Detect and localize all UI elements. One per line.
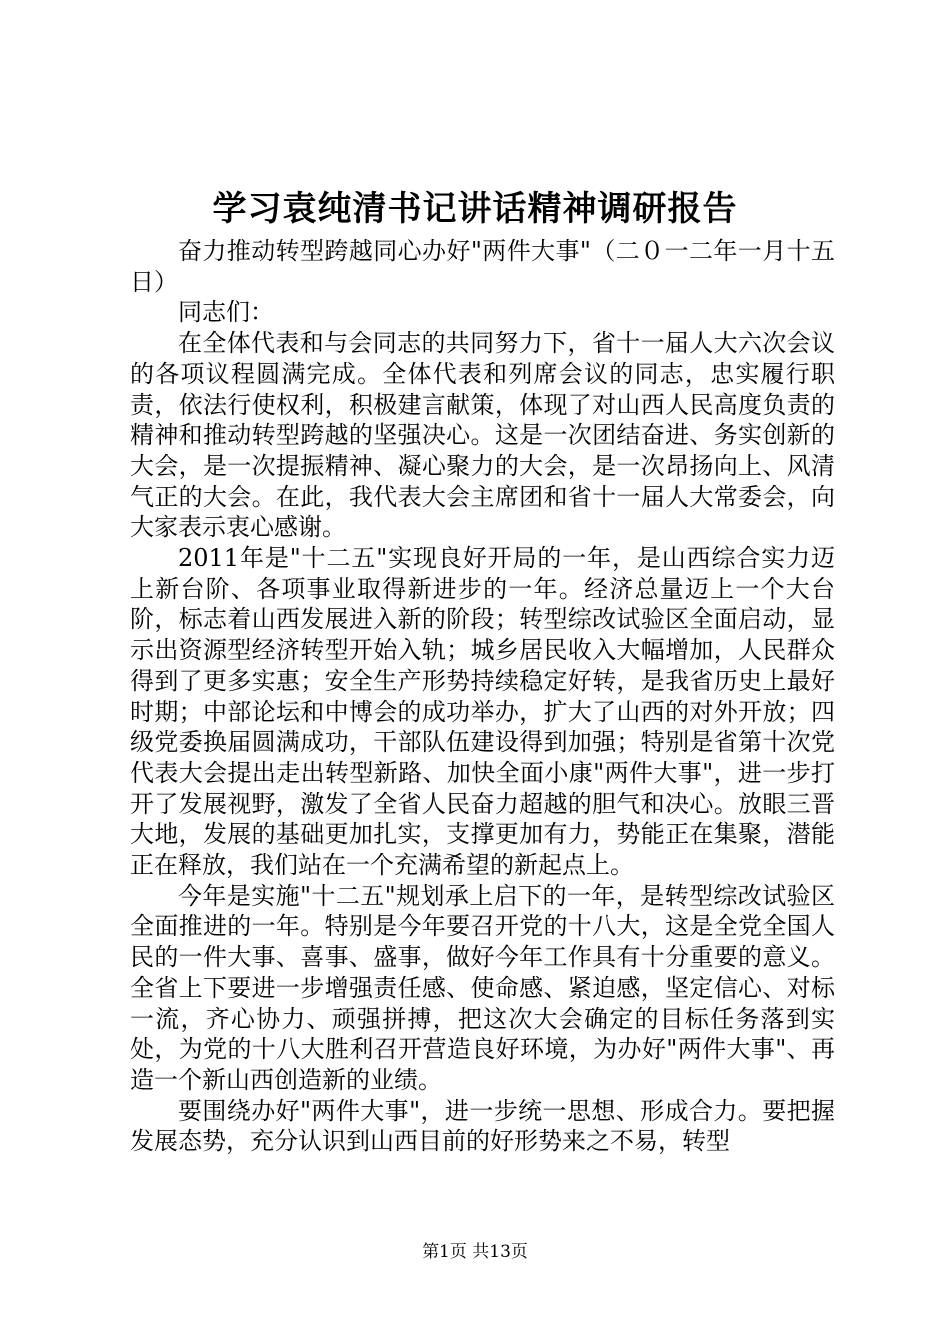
- page-number-footer: 第1页 共13页: [422, 1242, 528, 1262]
- document-body: [130, 236, 835, 1157]
- paragraph-subtitle: 奋力推动转型跨越同心办好"两件大事"（二０一二年一月十五日）: [130, 237, 835, 296]
- paragraph-salutation: 同志们：: [178, 298, 274, 327]
- paragraph: 今年是实施"十二五"规划承上启下的一年，是转型综改试验区全面推进的一年。特别是今年要召开党的十八大，这是全党全国人民的一件大事、喜事、盛事，做好今年工作具有十分重要的意义。全省上下要进一步增强责任感、使命感、紧迫感，坚定信心、对标一流，齐心协力、顽强拼搏，把这次大会确定的目标任务落到实处，为党的十八大胜利召开营造良好环境，为办好"两件大事"、再造一个新山西创造新的业绩。: [130, 881, 835, 1094]
- paragraph: 2011年是"十二五"实现良好开局的一年，是山西综合实力迈上新台阶、各项事业取得新进步的一年。经济总量迈上一个大台阶，标志着山西发展进入新的阶段；转型综改试验区全面启动，显示出资源型经济转型开始入轨；城乡居民收入大幅增加，人民群众得到了更多实惠；安全生产形势持续稳定好转，是我省历史上最好时期；中部论坛和中博会的成功举办，扩大了山西的对外开放；四级党委换届圆满成功，干部队伍建设得到加强；特别是省第十次党代表大会提出走出转型新路、加快全面小康"两件大事"，进一步打开了发展视野，激发了全省人民奋力超越的胆气和决心。放眼三晋大地，发展的基础更加扎实，支撑更加有力，势能正在集聚，潜能正在释放，我们站在一个充满希望的新起点上。: [130, 544, 835, 880]
- document-title: 学习袁纯清书记讲话精神调研报告: [212, 189, 738, 229]
- paragraph: 要围绕办好"两件大事"，进一步统一思想、形成合力。要把握发展态势，充分认识到山西目前的好形势来之不易，转型: [130, 1096, 835, 1156]
- paragraph: 在全体代表和与会同志的共同努力下，省十一届人大六次会议的各项议程圆满完成。全体代表和列席会议的同志，忠实履行职责，依法行使权利，积极建言献策，体现了对山西人民高度负责的精神和推动转型跨越的坚强决心。这是一次团结奋进、务实创新的大会，是一次提振精神、凝心聚力的大会，是一次昂扬向上、风清气正的大会。在此，我代表大会主席团和省十一届人大常委会，向大家表示衷心感谢。: [130, 329, 835, 542]
